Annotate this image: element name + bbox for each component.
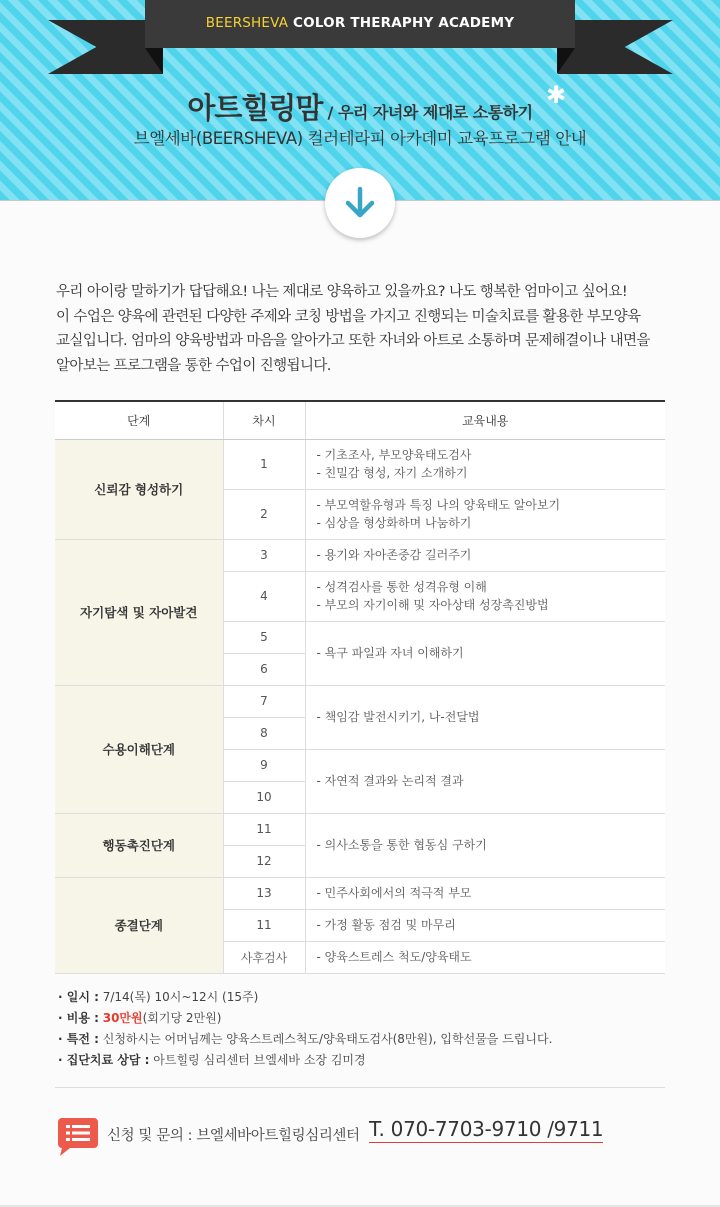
content-cell xyxy=(305,749,665,813)
content-cell xyxy=(305,909,665,941)
session-cell: 8 xyxy=(223,717,305,749)
session-cell: 6 xyxy=(223,653,305,685)
content-cell xyxy=(305,571,665,621)
contact-text: 신청 및 문의 : 브엘세바아트힐링심리센터 xyxy=(107,1128,360,1144)
session-cell: 11 xyxy=(223,909,305,941)
content-line: - 용기와 자아존중감 길러주기 xyxy=(316,548,472,562)
content-line: - 민주사회에서의 적극적 부모 xyxy=(316,886,472,900)
table-header-row xyxy=(55,401,665,439)
stage-cell: 신뢰감 형성하기 xyxy=(55,439,223,539)
list-speech-icon xyxy=(58,1116,98,1156)
arrow-down-icon xyxy=(342,184,378,222)
info-fee xyxy=(58,1008,678,1029)
info-perk xyxy=(58,1029,678,1050)
program-info xyxy=(58,987,678,1071)
stage-cell: 행동촉진단계 xyxy=(55,813,223,877)
fee-highlight: 30만원 xyxy=(102,1011,143,1025)
title-sub: / 우리 자녀와 제대로 소통하기 xyxy=(327,103,533,122)
header-session: 차시 xyxy=(223,401,305,439)
page-title xyxy=(0,86,720,127)
schedule-label: · 일시 : xyxy=(58,990,99,1004)
session-cell: 3 xyxy=(223,539,305,571)
content-line: - 가정 활동 점검 및 마무리 xyxy=(316,918,456,932)
ribbon-accent-text: BEERSHEVA xyxy=(205,15,289,31)
stage-cell: 자기탐색 및 자아발견 xyxy=(55,539,223,685)
content-line: - 양육스트레스 척도/양육태도 xyxy=(316,950,472,964)
table-row xyxy=(55,877,665,909)
sparkle-icon: ✱ xyxy=(546,81,567,109)
content-cell xyxy=(305,621,665,685)
info-schedule xyxy=(58,987,678,1008)
content-line: - 성격검사를 통한 성격유형 이해 xyxy=(316,580,487,594)
content-cell xyxy=(305,489,665,539)
session-cell: 10 xyxy=(223,781,305,813)
ribbon-rest-text: COLOR THERAPHY ACADEMY xyxy=(293,15,515,31)
header-stage: 단계 xyxy=(55,401,223,439)
session-cell: 2 xyxy=(223,489,305,539)
session-cell: 1 xyxy=(223,439,305,489)
stage-cell: 종결단계 xyxy=(55,877,223,973)
session-cell: 11 xyxy=(223,813,305,845)
content-cell xyxy=(305,439,665,489)
intro-line: 교실입니다. 엄마의 양육방법과 마음을 알아가고 또한 자녀와 아트로 소통하며 문제해결이나 내면을 xyxy=(56,333,650,349)
session-cell: 13 xyxy=(223,877,305,909)
content-cell xyxy=(305,813,665,877)
counsel-value: 아트힐링 심리센터 브엘세바 소장 김미경 xyxy=(153,1053,366,1067)
content-line: - 욕구 파일과 자녀 이해하기 xyxy=(316,646,464,660)
table-row xyxy=(55,539,665,571)
counsel-label: · 집단치료 상담 : xyxy=(58,1053,150,1067)
stage-cell: 수용이해단계 xyxy=(55,685,223,813)
table-row xyxy=(55,439,665,489)
fee-rest: (회기당 2만원) xyxy=(142,1011,222,1025)
content-line: - 의사소통을 통한 협동심 구하기 xyxy=(316,838,487,852)
content-cell xyxy=(305,941,665,973)
content-line: - 부모의 자기이해 및 자아상태 성장촉진방법 xyxy=(316,598,549,612)
program-table xyxy=(55,400,665,974)
session-cell: 7 xyxy=(223,685,305,717)
session-cell: 5 xyxy=(223,621,305,653)
perk-label: · 특전 : xyxy=(58,1032,99,1046)
intro-line: 이 수업은 양육에 관련된 다양한 주제와 코칭 방법을 가지고 진행되는 미술치료를 활용한 부모양육 xyxy=(56,308,641,325)
session-cell: 사후검사 xyxy=(223,941,305,973)
content-line: - 친밀감 형성, 자기 소개하기 xyxy=(316,466,468,480)
intro-line: 우리 아이랑 말하기가 답답해요! 나는 제대로 양육하고 있을까요? 나도 행복한 엄마이고 싶어요! xyxy=(56,284,628,300)
session-cell: 12 xyxy=(223,845,305,877)
table-row xyxy=(55,813,665,845)
content-line: - 기초조사, 부모양육태도검사 xyxy=(316,448,472,462)
content-line: - 부모역할유형과 특징 나의 양육태도 알아보기 xyxy=(316,498,561,512)
session-cell: 4 xyxy=(223,571,305,621)
divider xyxy=(55,1087,665,1088)
content-line: - 심상을 형상화하며 나눔하기 xyxy=(316,516,472,530)
info-counsel xyxy=(58,1050,678,1071)
intro-line: 알아보는 프로그램을 통한 수업이 진행됩니다. xyxy=(56,357,331,374)
intro-text xyxy=(56,280,676,378)
contact-phone[interactable]: T. 070-7703-9710 /9711 xyxy=(369,1117,604,1141)
perk-value: 신청하시는 어머님께는 양육스트레스척도/양육태도검사(8만원), 입학선물을 드립니다. xyxy=(102,1032,553,1046)
schedule-value: 7/14(목) 10시~12시 (15주) xyxy=(102,990,259,1004)
ribbon-title xyxy=(145,0,575,48)
fee-label: · 비용 : xyxy=(58,1011,99,1025)
content-cell xyxy=(305,685,665,749)
content-cell xyxy=(305,877,665,909)
title-main: 아트힐링맘 xyxy=(187,91,323,125)
session-cell: 9 xyxy=(223,749,305,781)
content-line: - 자연적 결과와 논리적 결과 xyxy=(316,774,464,788)
table-row xyxy=(55,685,665,717)
scroll-down-button[interactable] xyxy=(325,168,395,238)
header-content: 교육내용 xyxy=(305,401,665,439)
page-subtitle: 브엘세바(BEERSHEVA) 컬러테라피 아카데미 교육프로그램 안내 xyxy=(133,129,587,148)
content-line: - 책임감 발전시키기, 나-전달법 xyxy=(316,710,480,724)
ribbon-tail-right xyxy=(558,20,673,74)
content-cell xyxy=(305,539,665,571)
